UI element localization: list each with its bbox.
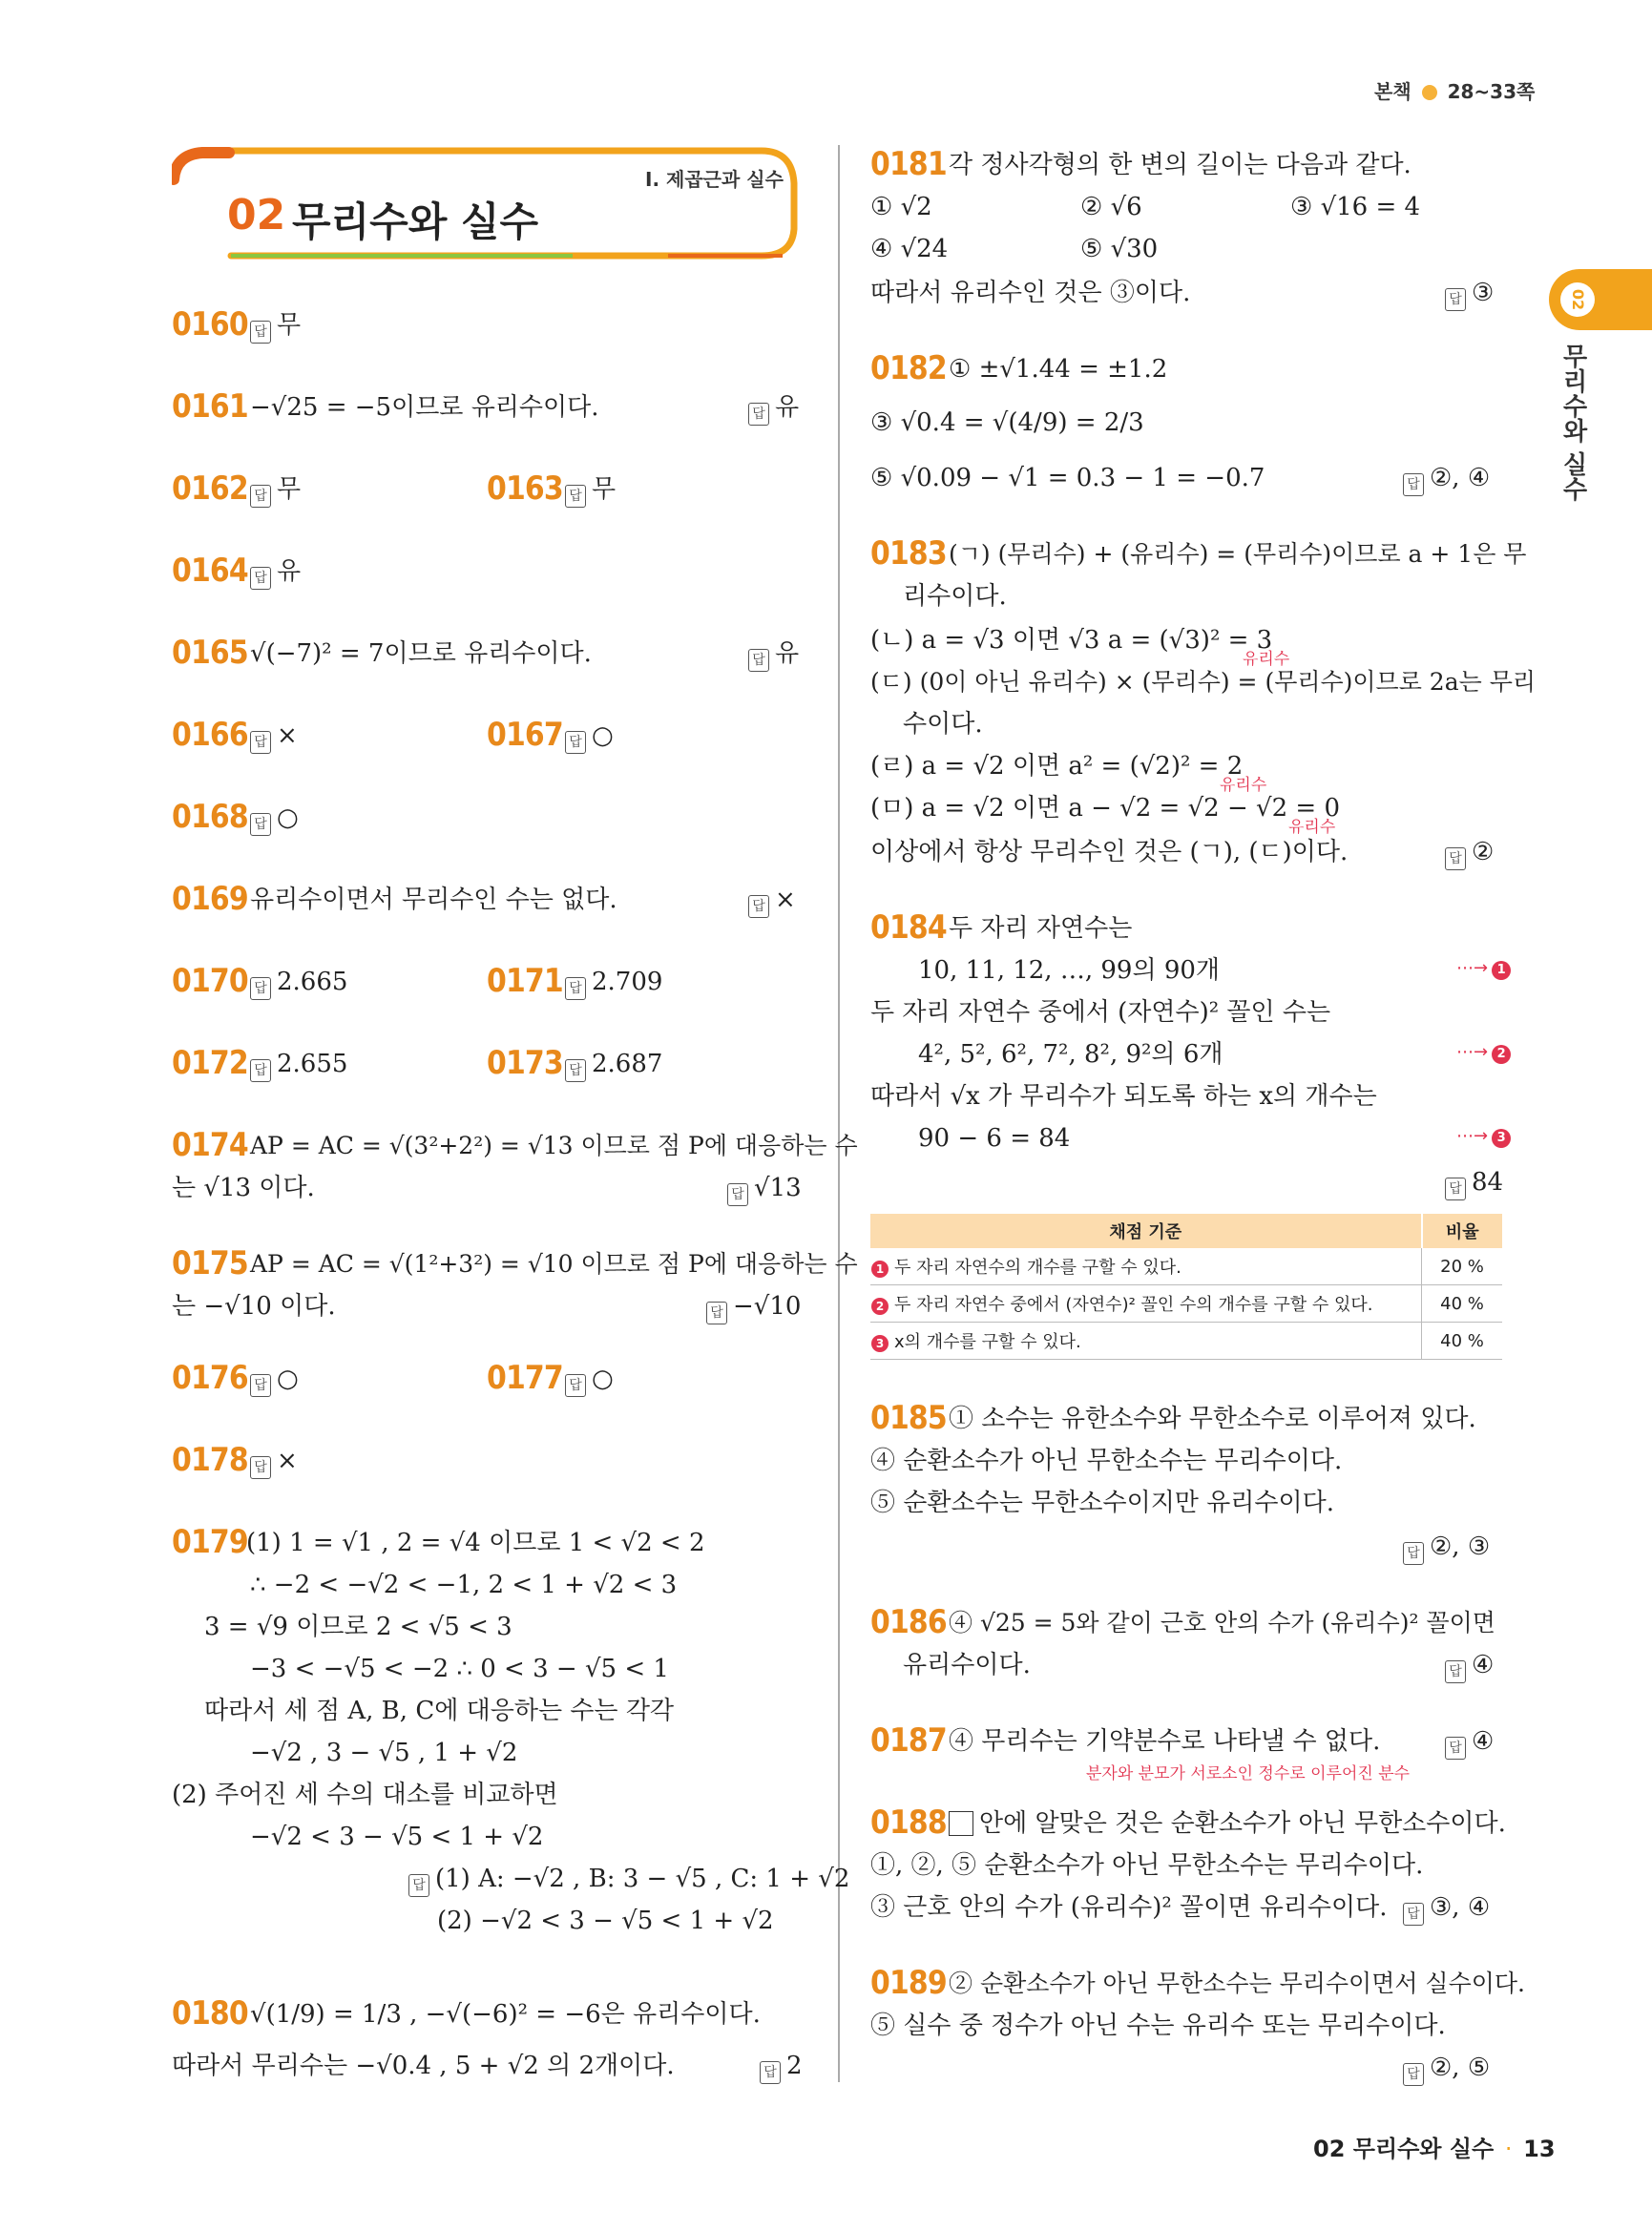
- answer: 답 유: [748, 391, 799, 426]
- solution-text: ② 순환소수가 아닌 무한소수는 무리수이면서 실수이다.: [949, 1970, 1525, 1997]
- solution-line: (1) 1 = √1 , 2 = √4 이므로 1 < √2 < 2: [246, 1529, 705, 1557]
- header-bullet-icon: [1422, 85, 1437, 100]
- answer: 답 2.655: [250, 1048, 347, 1082]
- answer-mark-icon: 답: [1403, 1542, 1424, 1565]
- side-tab-label: 무리수와 실수: [1558, 344, 1587, 502]
- table-row: 1 두 자리 자연수의 개수를 구할 수 있다. 20 %: [870, 1248, 1502, 1285]
- solution-text: √(1/9) = 1/3 , −√(−6)² = −6은 유리수이다.: [250, 2000, 761, 2029]
- problem-number: 0176: [172, 1359, 248, 1397]
- step-number-icon: 2: [871, 1298, 889, 1315]
- annotation-note: 유리수: [1243, 650, 1290, 669]
- problem-number: 0182: [870, 349, 947, 387]
- answer-mark-icon: 답: [565, 731, 586, 754]
- answer: 답 유: [748, 637, 799, 672]
- page-header: [1374, 76, 1535, 104]
- solution-line: 3 = √9 이므로 2 < √5 < 3: [204, 1613, 512, 1641]
- solution-text: (ㄷ) (0이 아닌 유리수) × (무리수) = (무리수)이므로 2a는 무리: [870, 668, 1537, 696]
- solution-text: 따라서 √x 가 무리수가 되도록 하는 x의 개수는: [870, 1082, 1377, 1111]
- solution-text: 10, 11, 12, …, 99의 90개: [918, 956, 1221, 985]
- solution-text: 4², 5², 6², 7², 8², 9²의 6개: [918, 1040, 1223, 1069]
- problem-number: 0183: [870, 534, 947, 573]
- table-header: 비율: [1422, 1214, 1502, 1248]
- answer-mark-icon: 답: [1403, 473, 1424, 496]
- solution-text: 90 − 6 = 84: [918, 1124, 1071, 1153]
- problem-number: 0188: [870, 1804, 947, 1842]
- choice: ① √2: [870, 193, 932, 221]
- answer: 답 −√10: [706, 1290, 801, 1324]
- solution-text: ⑤ 순환소수는 무한소수이지만 유리수이다.: [870, 1489, 1335, 1517]
- answer-mark-icon: 답: [250, 1456, 271, 1479]
- footer-title: 02 무리수와 실수: [1313, 2136, 1495, 2162]
- problem-number: 0181: [870, 145, 947, 183]
- answer-mark-icon: 답: [250, 813, 271, 836]
- solution-line: ∴ −2 < −√2 < −1, 2 < 1 + √2 < 3: [250, 1571, 678, 1599]
- problem-number: 0186: [870, 1603, 947, 1641]
- solution-text: −√25 = −5이므로 유리수이다.: [250, 393, 599, 422]
- answer: 답 2: [760, 2050, 803, 2084]
- problem-number: 0164: [172, 552, 248, 590]
- step-number-icon: 1: [871, 1261, 889, 1278]
- answer: (2) −√2 < 3 − √5 < 1 + √2: [437, 1907, 774, 1935]
- solution-text: (ㄹ) a = √2 이면 a² = (√2)² = 2: [870, 752, 1244, 781]
- problem-number: 0166: [172, 716, 248, 754]
- solution-text: 리수이다.: [903, 582, 1007, 611]
- answer: 답 유: [250, 555, 301, 590]
- solution-text: 두 자리 자연수 중에서 (자연수)² 꼴인 수는: [870, 998, 1331, 1027]
- answer: 답 ③: [1445, 277, 1494, 311]
- answer: 답 2.687: [565, 1048, 662, 1082]
- answer-mark-icon: 답: [1445, 1178, 1466, 1200]
- table-row: 2 두 자리 자연수 중에서 (자연수)² 꼴인 수의 개수를 구할 수 있다. 40 %: [870, 1285, 1502, 1323]
- answer: 답 2.665: [250, 966, 347, 1000]
- problem-number: 0184: [870, 908, 947, 947]
- grading-criteria-table: [870, 1214, 1502, 1360]
- answer: 답 √13: [727, 1172, 802, 1206]
- answer: 답 ×: [748, 884, 796, 918]
- answer: 답 ②, ③: [1403, 1531, 1490, 1565]
- answer: 답 ④: [1445, 1725, 1494, 1760]
- problem-number: 0172: [172, 1044, 248, 1082]
- problem-number: 0162: [172, 469, 248, 508]
- answer: 답 무: [250, 473, 301, 508]
- solution-text: ④ √25 = 5와 같이 근호 안의 수가 (유리수)² 꼴이면: [949, 1609, 1495, 1637]
- answer-mark-icon: 답: [250, 1374, 271, 1397]
- answer-mark-icon: 답: [748, 403, 769, 426]
- solution-text: ③ 근호 안의 수가 (유리수)² 꼴이면 유리수이다.: [870, 1893, 1388, 1922]
- solution-text: 유리수이다.: [903, 1651, 1031, 1679]
- problem-number: 0187: [870, 1721, 947, 1760]
- solution-text: AP = AC = √(3²+2²) = √13 이므로 점 P에 대응하는 수: [250, 1132, 858, 1159]
- answer: 답 2.709: [565, 966, 662, 1000]
- solution-text: 안에 알맞은 것은 순환소수가 아닌 무한소수이다.: [979, 1809, 1506, 1838]
- chapter-part: Ⅰ. 제곱근과 실수: [645, 168, 784, 191]
- chapter-number: 02: [227, 191, 286, 240]
- annotation-note: 유리수: [1288, 818, 1336, 837]
- problem-number: 0175: [172, 1244, 248, 1282]
- answer-mark-icon: 답: [706, 1302, 727, 1324]
- solution-text: (ㄱ) (무리수) + (유리수) = (무리수)이므로 a + 1은 무: [949, 540, 1527, 568]
- answer-mark-icon: 답: [250, 731, 271, 754]
- step-marker: ⋯→ 3: [1456, 1126, 1511, 1148]
- footer-separator: ·: [1504, 2136, 1513, 2162]
- choice: ④ √24: [870, 235, 949, 263]
- solution-text: ③ √0.4̇ = √(4/9) = 2/3: [870, 408, 1144, 437]
- solution-text: 따라서 무리수는 −√0.4 , 5 + √2 의 2개이다.: [172, 2052, 675, 2080]
- answer-mark-icon: 답: [1445, 1660, 1466, 1683]
- header-pages: 28~33쪽: [1447, 80, 1536, 103]
- blank-box-icon: [949, 1811, 973, 1836]
- solution-text: √(−7)² = 7이므로 유리수이다.: [250, 639, 592, 668]
- answer: 답 ②, ④: [1403, 462, 1490, 496]
- problem-number: 0165: [172, 634, 248, 672]
- solution-line: −√2 < 3 − √5 < 1 + √2: [250, 1823, 544, 1851]
- answer-mark-icon: 답: [250, 485, 271, 508]
- problem-number: 0180: [172, 1994, 248, 2033]
- answer: 답 무: [250, 309, 301, 344]
- answer-mark-icon: 답: [565, 977, 586, 1000]
- answer: 답 ②: [1445, 836, 1494, 870]
- solution-text: AP = AC = √(1²+3²) = √10 이므로 점 P에 대응하는 수: [250, 1250, 858, 1278]
- problem-number: 0178: [172, 1441, 248, 1479]
- answer-mark-icon: 답: [748, 895, 769, 918]
- answer: 답 ×: [250, 1445, 298, 1479]
- solution-text: 두 자리 자연수는: [949, 914, 1133, 943]
- solution-line: −3 < −√5 < −2 ∴ 0 < 3 − √5 < 1: [250, 1655, 669, 1683]
- problem-number: 0168: [172, 798, 248, 836]
- solution-text: ⑤ √0.09 − √1 = 0.3 − 1 = −0.7: [870, 464, 1265, 492]
- choice: ⑤ √30: [1080, 235, 1159, 263]
- solution-text: 유리수이면서 무리수인 수는 없다.: [250, 886, 617, 914]
- problem-number: 0189: [870, 1964, 947, 2002]
- solution-text: ④ 순환소수가 아닌 무한소수는 무리수이다.: [870, 1447, 1343, 1475]
- answer: 답 ○: [565, 1363, 614, 1397]
- answer: 답 84: [1445, 1166, 1503, 1200]
- solution-text: ① 소수는 유한소수와 무한소수로 이루어져 있다.: [949, 1405, 1476, 1433]
- table-row: 3 x의 개수를 구할 수 있다. 40 %: [870, 1323, 1502, 1360]
- solution-text: (ㄴ) a = √3 이면 √3 a = (√3)² = 3: [870, 626, 1273, 655]
- column-divider: [838, 145, 840, 2082]
- answer-mark-icon: 답: [1445, 1737, 1466, 1760]
- answer-mark-icon: 답: [748, 649, 769, 672]
- answer: 답 ③, ④: [1403, 1891, 1490, 1926]
- step-number-icon: 3: [871, 1335, 889, 1352]
- page-number: 13: [1523, 2136, 1556, 2162]
- problem-number: 0177: [487, 1359, 563, 1397]
- answer-mark-icon: 답: [565, 1374, 586, 1397]
- problem-number: 0174: [172, 1126, 248, 1164]
- header-book: 본책: [1374, 80, 1412, 103]
- solution-text: ① ±√1.44 = ±1.2: [949, 355, 1168, 384]
- choice: ② √6: [1080, 193, 1142, 221]
- problem-number: 0163: [487, 469, 563, 508]
- answer-mark-icon: 답: [565, 485, 586, 508]
- side-tab[interactable]: [1549, 269, 1652, 330]
- answer-mark-icon: 답: [760, 2061, 781, 2084]
- problem-number: 0171: [487, 962, 563, 1000]
- table-header-row: [870, 1214, 1502, 1248]
- answer-mark-icon: 답: [727, 1183, 748, 1206]
- answer: 답 ②, ⑤: [1403, 2052, 1490, 2086]
- answer-mark-icon: 답: [250, 1059, 271, 1082]
- answer: 답 ×: [250, 719, 298, 754]
- solution-text: 이상에서 항상 무리수인 것은 (ㄱ), (ㄷ)이다.: [870, 838, 1349, 866]
- answer: 답 ○: [250, 1363, 299, 1397]
- answer: 답 ○: [250, 802, 299, 836]
- answer: 답 무: [565, 473, 616, 508]
- side-tab-number: 02: [1560, 282, 1595, 317]
- answer-mark-icon: 답: [565, 1059, 586, 1082]
- answer-mark-icon: 답: [250, 977, 271, 1000]
- problem-number: 0169: [172, 880, 248, 918]
- answer: 답 ④: [1445, 1649, 1494, 1683]
- problem-number: 0167: [487, 716, 563, 754]
- page-footer: [1313, 2130, 1556, 2163]
- table-header: 채점 기준: [870, 1214, 1422, 1248]
- solution-text: 는 √13 이다.: [172, 1174, 315, 1202]
- problem-number: 0185: [870, 1399, 947, 1437]
- chapter-title: 무리수와 실수: [292, 198, 539, 245]
- solution-line: −√2 , 3 − √5 , 1 + √2: [250, 1739, 518, 1767]
- solution-text: ⑤ 실수 중 정수가 아닌 수는 유리수 또는 무리수이다.: [870, 2012, 1446, 2040]
- solution-text: 따라서 유리수인 것은 ③이다.: [870, 279, 1191, 307]
- choice: ③ √16 = 4: [1290, 193, 1421, 221]
- answer-mark-icon: 답: [1403, 1903, 1424, 1926]
- answer-mark-icon: 답: [1445, 847, 1466, 870]
- answer: 답 ○: [565, 719, 614, 754]
- answer-mark-icon: 답: [408, 1874, 429, 1897]
- solution-line: (2) 주어진 세 수의 대소를 비교하면: [172, 1781, 558, 1809]
- answer: 답 (1) A: −√2 , B: 3 − √5 , C: 1 + √2: [408, 1863, 849, 1897]
- annotation-note: 유리수: [1220, 776, 1267, 795]
- solution-text: 수이다.: [903, 710, 983, 739]
- step-marker: ⋯→ 2: [1456, 1042, 1511, 1064]
- step-marker: ⋯→ 1: [1456, 958, 1511, 980]
- problem-number: 0179: [172, 1523, 248, 1561]
- solution-text: (ㅁ) a = √2 이면 a − √2 = √2 − √2 = 0: [870, 794, 1340, 823]
- solution-text: ④ 무리수는 기약분수로 나타낼 수 없다.: [949, 1727, 1381, 1756]
- answer-mark-icon: 답: [250, 567, 271, 590]
- answer-mark-icon: 답: [1445, 288, 1466, 311]
- solution-line: 따라서 세 점 A, B, C에 대응하는 수는 각각: [204, 1697, 675, 1725]
- answer-mark-icon: 답: [1403, 2063, 1424, 2086]
- solution-text: ①, ②, ⑤ 순환소수가 아닌 무한소수는 무리수이다.: [870, 1851, 1424, 1880]
- annotation-note: 분자와 분모가 서로소인 정수로 이루어진 분수: [1086, 1764, 1411, 1783]
- problem-number: 0160: [172, 305, 248, 344]
- problem-number: 0170: [172, 962, 248, 1000]
- problem-number: 0173: [487, 1044, 563, 1082]
- solution-text: 각 정사각형의 한 변의 길이는 다음과 같다.: [949, 151, 1412, 179]
- problem-number: 0161: [172, 387, 248, 426]
- answer-mark-icon: 답: [250, 321, 271, 344]
- solution-text: 는 −√10 이다.: [172, 1292, 336, 1321]
